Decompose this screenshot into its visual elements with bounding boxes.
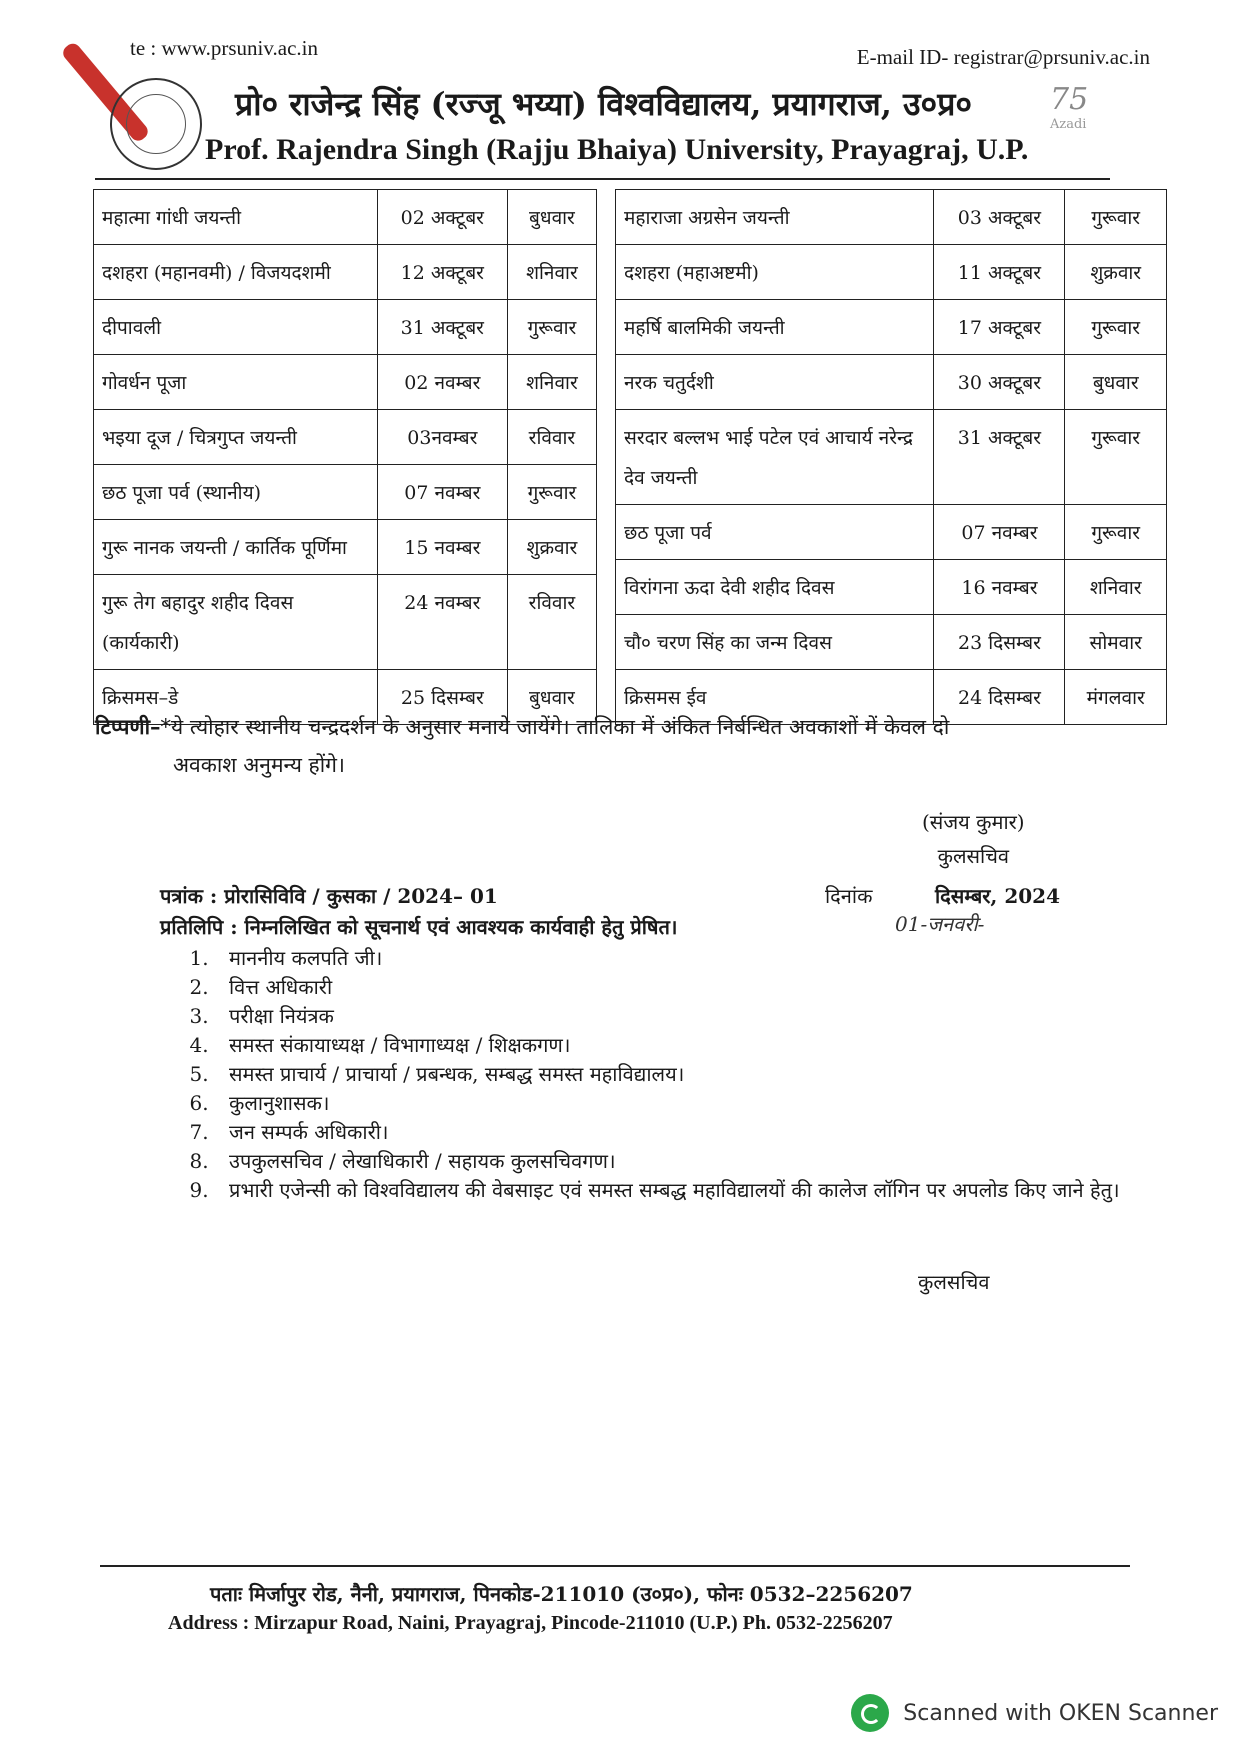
holiday-row xyxy=(616,300,1167,355)
holiday-row xyxy=(616,355,1167,410)
note-line-1: *ये त्योहार स्थानीय चन्द्रदर्शन के अनुसार मनाये जायेंगे। तालिका में अंकित निर्बन्धित अवकाशों में केवल दो xyxy=(160,715,950,739)
holiday-date: 07 नवम्बर xyxy=(934,505,1065,560)
holiday-date: 31 अक्टूबर xyxy=(934,410,1065,505)
holiday-row xyxy=(616,410,1167,505)
holiday-row xyxy=(94,575,597,670)
holiday-row xyxy=(94,355,597,410)
email-text: E-mail ID- registrar@prsuniv.ac.in xyxy=(856,45,1150,69)
holiday-day: रविवार xyxy=(507,575,596,670)
holiday-day: रविवार xyxy=(507,410,596,465)
holiday-name: दीपावली xyxy=(94,300,378,355)
distribution-list xyxy=(160,944,1135,1205)
holiday-table-left xyxy=(93,189,597,725)
holiday-name: दशहरा (महानवमी) / विजयदशमी xyxy=(94,245,378,300)
holiday-day: गुरूवार xyxy=(1065,410,1167,505)
scanner-badge-text: Scanned with OKEN Scanner xyxy=(903,1700,1218,1726)
holiday-row xyxy=(616,245,1167,300)
holiday-name: क्रिसमस ईव xyxy=(616,670,934,725)
holiday-row xyxy=(94,300,597,355)
holiday-name: दशहरा (महाअष्टमी) xyxy=(616,245,934,300)
holiday-date: 31 अक्टूबर xyxy=(377,300,507,355)
registrar-signature-2: कुलसचिव xyxy=(918,1270,990,1294)
holiday-date: 17 अक्टूबर xyxy=(934,300,1065,355)
distribution-item: 6. कुलानुशासक। xyxy=(215,1089,1135,1118)
holiday-date: 15 नवम्बर xyxy=(377,520,507,575)
holiday-row xyxy=(616,560,1167,615)
scanner-badge xyxy=(851,1694,1218,1732)
holiday-date: 23 दिसम्बर xyxy=(934,615,1065,670)
reference-number: पत्रांक : प्रोरासिविवि / कुसका / 2024– 01 xyxy=(160,884,498,908)
holiday-name: गोवर्धन पूजा xyxy=(94,355,378,410)
holiday-name: क्रिसमस–डे xyxy=(94,670,378,725)
university-title-english: Prof. Rajendra Singh (Rajju Bhaiya) University, Prayagraj, U.P. xyxy=(205,133,1029,166)
signatory-designation: कुलसचिव xyxy=(937,844,1010,868)
holiday-row xyxy=(94,190,597,245)
distribution-item: 7. जन सम्पर्क अधिकारी। xyxy=(215,1118,1135,1147)
holiday-row xyxy=(94,465,597,520)
holiday-date: 30 अक्टूबर xyxy=(934,355,1065,410)
date-value: दिसम्बर, 2024 xyxy=(935,884,1061,908)
holiday-date: 03नवम्बर xyxy=(377,410,507,465)
holiday-row xyxy=(616,505,1167,560)
holiday-date: 11 अक्टूबर xyxy=(934,245,1065,300)
holiday-date: 25 दिसम्बर xyxy=(377,670,507,725)
registrar-signature-block xyxy=(922,805,1025,873)
holiday-name: चौ० चरण सिंह का जन्म दिवस xyxy=(616,615,934,670)
holiday-row xyxy=(94,245,597,300)
address-hindi: पताः मिर्जापुर रोड, नैनी, प्रयागराज, पिनकोड-211010 (उ०प्र०), फोनः 0532–2256207 xyxy=(210,1582,913,1606)
holiday-row xyxy=(94,520,597,575)
distribution-item: 3. परीक्षा नियंत्रक xyxy=(215,1002,1135,1031)
university-seal-icon xyxy=(110,78,202,170)
holiday-date: 12 अक्टूबर xyxy=(377,245,507,300)
holiday-day: शनिवार xyxy=(507,355,596,410)
holiday-day: शनिवार xyxy=(507,245,596,300)
holiday-day: गुरूवार xyxy=(1065,505,1167,560)
header-divider xyxy=(95,178,1110,180)
holiday-date: 24 दिसम्बर xyxy=(934,670,1065,725)
holiday-day: बुधवार xyxy=(507,670,596,725)
holiday-day: शुक्रवार xyxy=(507,520,596,575)
distribution-item: 1. माननीय कलपति जी। xyxy=(215,944,1135,973)
holiday-day: बुधवार xyxy=(1065,355,1167,410)
holiday-name: छठ पूजा पर्व (स्थानीय) xyxy=(94,465,378,520)
note-line-2: अवकाश अनुमन्य होंगे। xyxy=(173,753,345,777)
holiday-date: 07 नवम्बर xyxy=(377,465,507,520)
distribution-item: 5. समस्त प्राचार्य / प्राचार्या / प्रबन्धक, सम्बद्ध समस्त महाविद्यालय। xyxy=(215,1060,1135,1089)
date-label: दिनांक xyxy=(825,884,873,908)
holiday-name: विरांगना ऊदा देवी शहीद दिवस xyxy=(616,560,934,615)
holiday-row xyxy=(94,410,597,465)
holiday-day: गुरूवार xyxy=(507,300,596,355)
holiday-day: मंगलवार xyxy=(1065,670,1167,725)
distribution-item: 2. वित्त अधिकारी xyxy=(215,973,1135,1002)
holiday-name: महाराजा अग्रसेन जयन्ती xyxy=(616,190,934,245)
holiday-day: सोमवार xyxy=(1065,615,1167,670)
website-text: te : www.prsuniv.ac.in xyxy=(130,36,318,60)
note-paragraph xyxy=(95,708,1125,784)
holiday-name: भइया दूज / चित्रगुप्त जयन्ती xyxy=(94,410,378,465)
holiday-date: 16 नवम्बर xyxy=(934,560,1065,615)
holiday-table-right xyxy=(615,189,1167,725)
oken-logo-icon xyxy=(851,1694,889,1732)
footer-divider xyxy=(100,1565,1130,1567)
holiday-name: सरदार बल्लभ भाई पटेल एवं आचार्य नरेन्द्र देव जयन्ती xyxy=(616,410,934,505)
distribution-item: 4. समस्त संकायाध्यक्ष / विभागाध्यक्ष / शिक्षकगण। xyxy=(215,1031,1135,1060)
holiday-date: 02 अक्टूबर xyxy=(377,190,507,245)
distribution-item: 9. प्रभारी एजेन्सी को विश्वविद्यालय की वेबसाइट एवं समस्त सम्बद्ध महाविद्यालयों की कालेज लॉगिन पर अपलोड किए जाने हेतु। xyxy=(215,1176,1135,1205)
holiday-day: शुक्रवार xyxy=(1065,245,1167,300)
holiday-day: बुधवार xyxy=(507,190,596,245)
distribution-item: 8. उपकुलसचिव / लेखाधिकारी / सहायक कुलसचिवगण। xyxy=(215,1147,1135,1176)
holiday-name: महात्मा गांधी जयन्ती xyxy=(94,190,378,245)
holiday-date: 24 नवम्बर xyxy=(377,575,507,670)
handwritten-date: 01-जनवरी- xyxy=(895,912,985,936)
holiday-name: महर्षि बालमिकी जयन्ती xyxy=(616,300,934,355)
holiday-day: शनिवार xyxy=(1065,560,1167,615)
address-english: Address : Mirzapur Road, Naini, Prayagraj, Pincode-211010 (U.P.) Ph. 0532-2256207 xyxy=(168,1612,893,1634)
holiday-name: गुरू तेग बहादुर शहीद दिवस (कार्यकारी) xyxy=(94,575,378,670)
holiday-name: नरक चतुर्दशी xyxy=(616,355,934,410)
signatory-name: (संजय कुमार) xyxy=(922,810,1025,834)
holiday-row xyxy=(616,190,1167,245)
holiday-day: गुरूवार xyxy=(1065,300,1167,355)
holiday-name: गुरू नानक जयन्ती / कार्तिक पूर्णिमा xyxy=(94,520,378,575)
holiday-day: गुरूवार xyxy=(1065,190,1167,245)
copy-to-heading: प्रतिलिपि : निम्नलिखित को सूचनार्थ एवं आवश्यक कार्यवाही हेतु प्रेषित। xyxy=(160,915,678,939)
holiday-date: 03 अक्टूबर xyxy=(934,190,1065,245)
azadi-logo: 75 Azadi xyxy=(1050,82,1089,132)
university-title-hindi: प्रो० राजेन्द्र सिंह (रज्जू भय्या) विश्वविद्यालय, प्रयागराज, उ०प्र० xyxy=(235,85,973,123)
holiday-day: गुरूवार xyxy=(507,465,596,520)
holiday-name: छठ पूजा पर्व xyxy=(616,505,934,560)
holiday-row xyxy=(616,615,1167,670)
note-label: टिप्पणी– xyxy=(95,714,161,739)
holiday-date: 02 नवम्बर xyxy=(377,355,507,410)
